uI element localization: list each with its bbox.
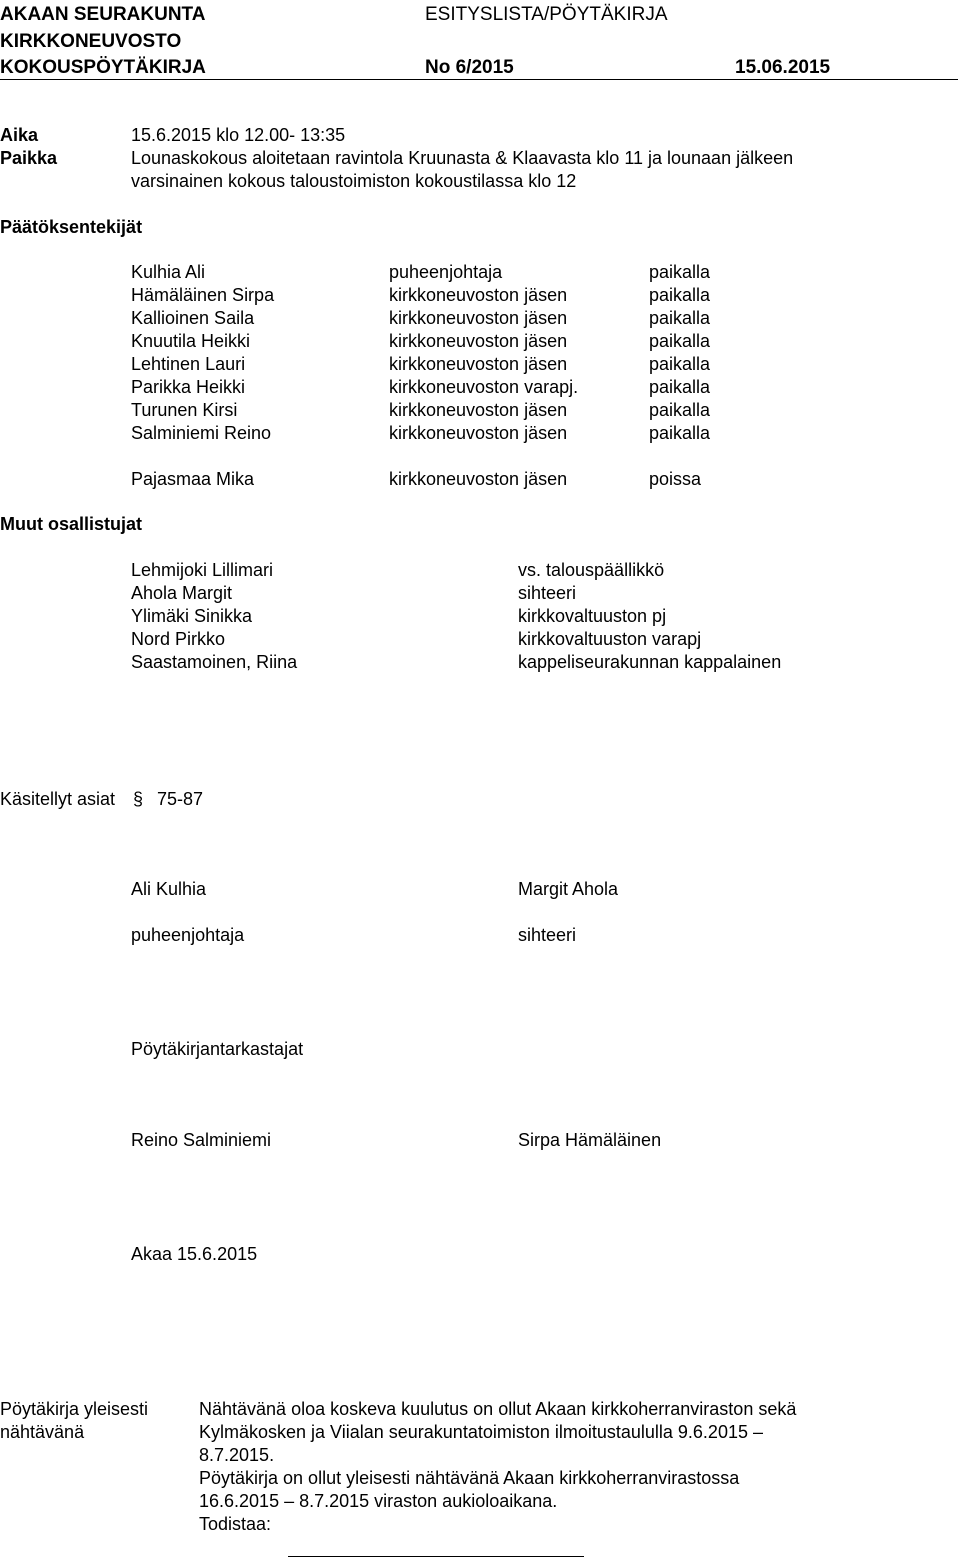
public-text-line-3: 8.7.2015. [199, 1445, 275, 1465]
member-name: Kallioinen Saila [131, 308, 255, 328]
doc-type: ESITYSLISTA/PÖYTÄKIRJA [425, 4, 668, 25]
chair-title: puheenjohtaja [131, 925, 245, 945]
time-value: 15.6.2015 klo 12.00- 13:35 [131, 125, 346, 145]
handled-range: 75-87 [157, 789, 204, 809]
chair-name: Ali Kulhia [131, 879, 207, 899]
member-role: kirkkoneuvoston jäsen [389, 423, 568, 443]
participant-name: Nord Pirkko [131, 629, 226, 649]
minutes-number: No 6/2015 [425, 57, 514, 78]
member-status: paikalla [649, 285, 711, 305]
public-text-line-5: 16.6.2015 – 8.7.2015 viraston aukioloaikana. [199, 1491, 558, 1511]
public-text-line-4: Pöytäkirja on ollut yleisesti nähtävänä Akaan kirkkoherranvirastossa [199, 1468, 740, 1488]
section-symbol: § [133, 789, 144, 809]
secretary-title: sihteeri [518, 925, 577, 945]
participant-name: Saastamoinen, Riina [131, 652, 298, 672]
org-name: AKAAN SEURAKUNTA [0, 4, 206, 25]
decision-makers-label: Päätöksentekijät [0, 217, 143, 237]
member-status: paikalla [649, 354, 711, 374]
place-line-1: Lounaskokous aloitetaan ravintola Kruunasta & Klaavasta klo 11 ja lounaan jälkeen [131, 148, 794, 168]
member-name: Kulhia Ali [131, 262, 206, 282]
public-label-line-1: Pöytäkirja yleisesti [0, 1399, 149, 1419]
place-date: Akaa 15.6.2015 [131, 1244, 258, 1264]
member-status: paikalla [649, 400, 711, 420]
public-label-line-2: nähtävänä [0, 1422, 85, 1442]
reviewer-2: Sirpa Hämäläinen [518, 1130, 662, 1150]
member-name: Hämäläinen Sirpa [131, 285, 275, 305]
minutes-label: KOKOUSPÖYTÄKIRJA [0, 57, 206, 78]
member-status: paikalla [649, 331, 711, 351]
member-status: poissa [649, 469, 702, 489]
minutes-date: 15.06.2015 [735, 57, 831, 78]
reviewers-label: Pöytäkirjantarkastajat [131, 1039, 304, 1059]
member-role: kirkkoneuvoston jäsen [389, 354, 568, 374]
member-status: paikalla [649, 308, 711, 328]
member-status: paikalla [649, 377, 711, 397]
member-role: kirkkoneuvoston varapj. [389, 377, 579, 397]
member-role: puheenjohtaja [389, 262, 503, 282]
member-role: kirkkoneuvoston jäsen [389, 400, 568, 420]
member-name: Turunen Kirsi [131, 400, 238, 420]
participant-name: Ahola Margit [131, 583, 233, 603]
reviewer-1: Reino Salminiemi [131, 1130, 272, 1150]
others-label: Muut osallistujat [0, 514, 143, 534]
participant-role: sihteeri [518, 583, 577, 603]
handled-label: Käsitellyt asiat [0, 789, 116, 809]
time-label: Aika [0, 125, 39, 145]
member-name: Lehtinen Lauri [131, 354, 246, 374]
body-name: KIRKKONEUVOSTO [0, 31, 182, 52]
place-line-2: varsinainen kokous taloustoimiston kokoustilassa klo 12 [131, 171, 577, 191]
participant-name: Ylimäki Sinikka [131, 606, 253, 626]
member-status: paikalla [649, 262, 711, 282]
member-name: Knuutila Heikki [131, 331, 251, 351]
member-status: paikalla [649, 423, 711, 443]
secretary-name: Margit Ahola [518, 879, 619, 899]
participant-role: vs. talouspäällikkö [518, 560, 665, 580]
member-role: kirkkoneuvoston jäsen [389, 469, 568, 489]
public-text-line-6: Todistaa: [199, 1514, 272, 1534]
participant-role: kirkkovaltuuston pj [518, 606, 667, 626]
member-role: kirkkoneuvoston jäsen [389, 331, 568, 351]
participant-name: Lehmijoki Lillimari [131, 560, 274, 580]
member-name: Parikka Heikki [131, 377, 246, 397]
public-text-line-2: Kylmäkosken ja Viialan seurakuntatoimiston ilmoitustaululla 9.6.2015 – [199, 1422, 763, 1442]
signature-line [288, 1556, 584, 1557]
member-name: Pajasmaa Mika [131, 469, 255, 489]
member-name: Salminiemi Reino [131, 423, 272, 443]
member-role: kirkkoneuvoston jäsen [389, 308, 568, 328]
member-role: kirkkoneuvoston jäsen [389, 285, 568, 305]
place-label: Paikka [0, 148, 58, 168]
public-text-line-1: Nähtävänä oloa koskeva kuulutus on ollut Akaan kirkkoherranviraston sekä [199, 1399, 797, 1419]
participant-role: kirkkovaltuuston varapj [518, 629, 702, 649]
header-underline [0, 79, 958, 80]
participant-role: kappeliseurakunnan kappalainen [518, 652, 782, 672]
